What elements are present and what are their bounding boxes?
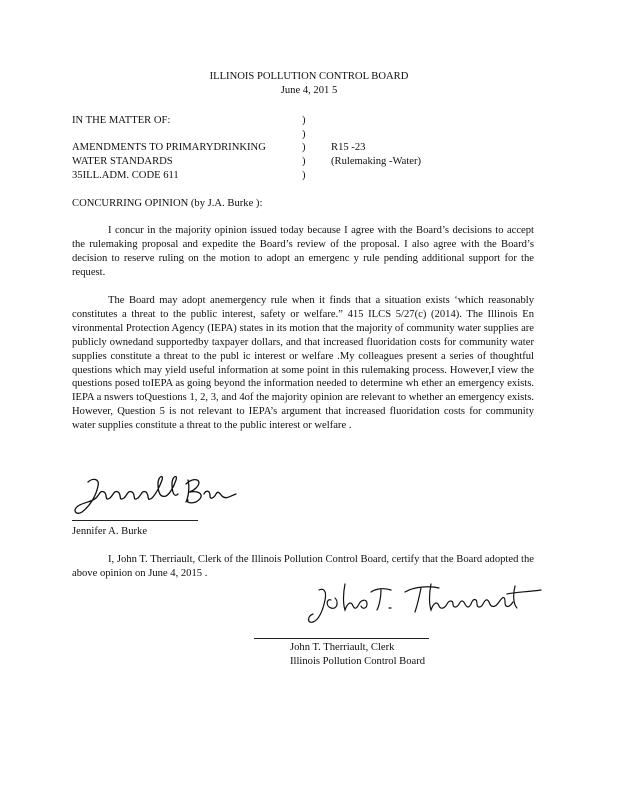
certification-text: I, John T. Therriault, Clerk of the Illinois Pollution Control Board, certify that the Board adopted the above opinion on June 4, 2015 . xyxy=(72,554,534,579)
caption-title-line-2: WATER STANDARDS xyxy=(72,156,173,167)
docket-number: R15 -23 xyxy=(331,142,366,153)
document-date: June 4, 201 5 xyxy=(280,85,338,96)
caption-title-line-1: AMENDMENTS TO PRIMARYDRINKING xyxy=(72,142,266,153)
therriault-signature-image xyxy=(305,578,550,630)
opinion-paragraph-1 xyxy=(72,224,534,280)
board-title: ILLINOIS POLLUTION CONTROL BOARD xyxy=(209,71,409,82)
therriault-signature-line xyxy=(254,638,429,639)
caption-paren: ) xyxy=(302,156,306,167)
caption-paren: ) xyxy=(302,115,306,126)
clerk-organization: Illinois Pollution Control Board xyxy=(290,656,426,667)
burke-name: Jennifer A. Burke xyxy=(72,526,148,537)
burke-signature-image xyxy=(70,472,240,520)
opinion-title: CONCURRING OPINION (by J.A. Burke ): xyxy=(72,198,263,209)
caption-paren: ) xyxy=(302,142,306,153)
proceeding-type: (Rulemaking -Water) xyxy=(331,156,422,167)
clerk-name: John T. Therriault, Clerk xyxy=(290,642,395,653)
paragraph-text: I concur in the majority opinion issued today because I agree with the Board’s decisions to accept the rulemaking proposal and expedite the Board’s review of the proposal. I also agree with the Board’s decision to reserve ruling on the motion to adopt an emergenc y rule pending additional support for the request. xyxy=(72,225,534,278)
certification-paragraph xyxy=(72,553,534,581)
caption-title-line-3: 35ILL.ADM. CODE 611 xyxy=(72,170,179,181)
burke-signature-line xyxy=(72,520,198,521)
caption-paren: ) xyxy=(302,170,306,181)
paragraph-text: The Board may adopt anemergency rule when it finds that a situation exists ‘which reasonably constitutes a threat to the public interest, safety or welfare.” 415 ILCS 5/27(c) (2014). The Illinois En vironmental Protection Agency (IEPA) states in its motion that the majority of community water supplies are publicly ownedand supportedby taxpayer dollars, and that increased fluoridation costs for community water supplies constitute a threat to the publ ic interest or welfare .My colleagues present a series of thoughtful questions which may yield useful information at some point in this rulemaking process. However,I view the questions posed toIEPA as going beyond the information needed to determine wh ether an emergency exists. IEPA a nswers toQuestions 1, 2, 3, and 4of the majority opinion are relevant to whether an emergency exists. However, Question 5 is not relevant to IEPA’s argument that increased fluoridation costs for community water supplies constitute a threat to the public interest or welfare . xyxy=(72,295,534,432)
in-the-matter-label: IN THE MATTER OF: xyxy=(72,115,171,126)
caption-paren: ) xyxy=(302,129,306,140)
opinion-paragraph-2 xyxy=(72,294,534,433)
